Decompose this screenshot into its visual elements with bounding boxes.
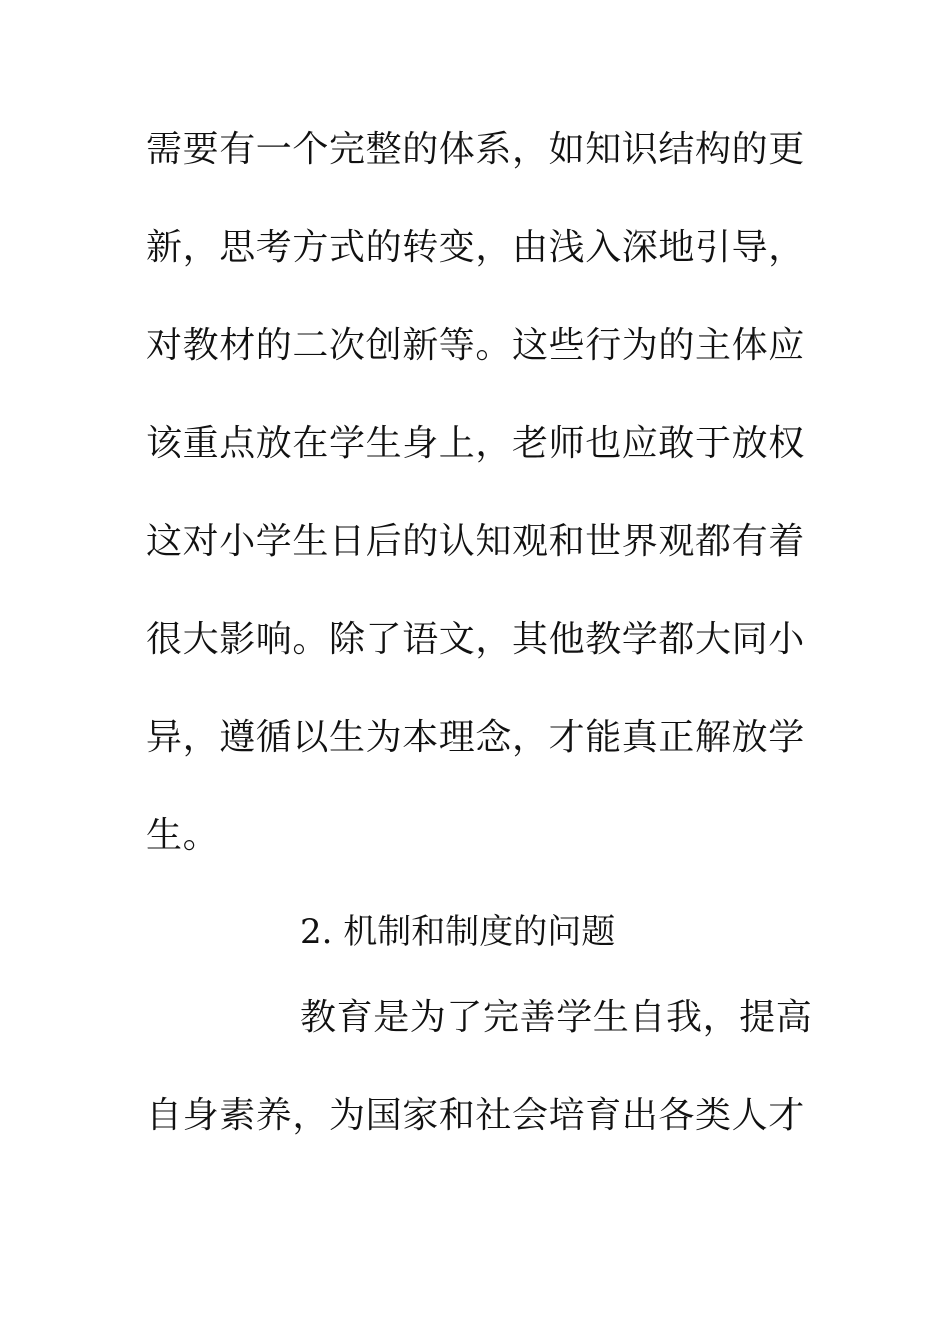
body-text-line-2: 新，思考方式的转变，由浅入深地引导， <box>146 227 805 268</box>
body-text-line-8: 生。 <box>146 815 220 856</box>
body-text-line-3: 对教材的二次创新等。这些行为的主体应 <box>146 325 805 366</box>
body-text-line-4: 该重点放在学生身上，老师也应敢于放权 <box>146 423 805 464</box>
paragraph2-line-1: 教育是为了完善学生自我，提高 <box>300 997 813 1038</box>
body-text-line-7: 异，遵循以生为本理念，才能真正解放学 <box>146 717 805 758</box>
section-heading: 2. 机制和制度的问题 <box>300 912 616 952</box>
body-text-line-5: 这对小学生日后的认知观和世界观都有着 <box>146 521 805 562</box>
body-text-line-1: 需要有一个完整的体系，如知识结构的更 <box>146 129 805 170</box>
body-text-line-6: 很大影响。除了语文，其他教学都大同小 <box>146 619 805 660</box>
paragraph2-line-2: 自身素养，为国家和社会培育出各类人才 <box>146 1095 805 1136</box>
